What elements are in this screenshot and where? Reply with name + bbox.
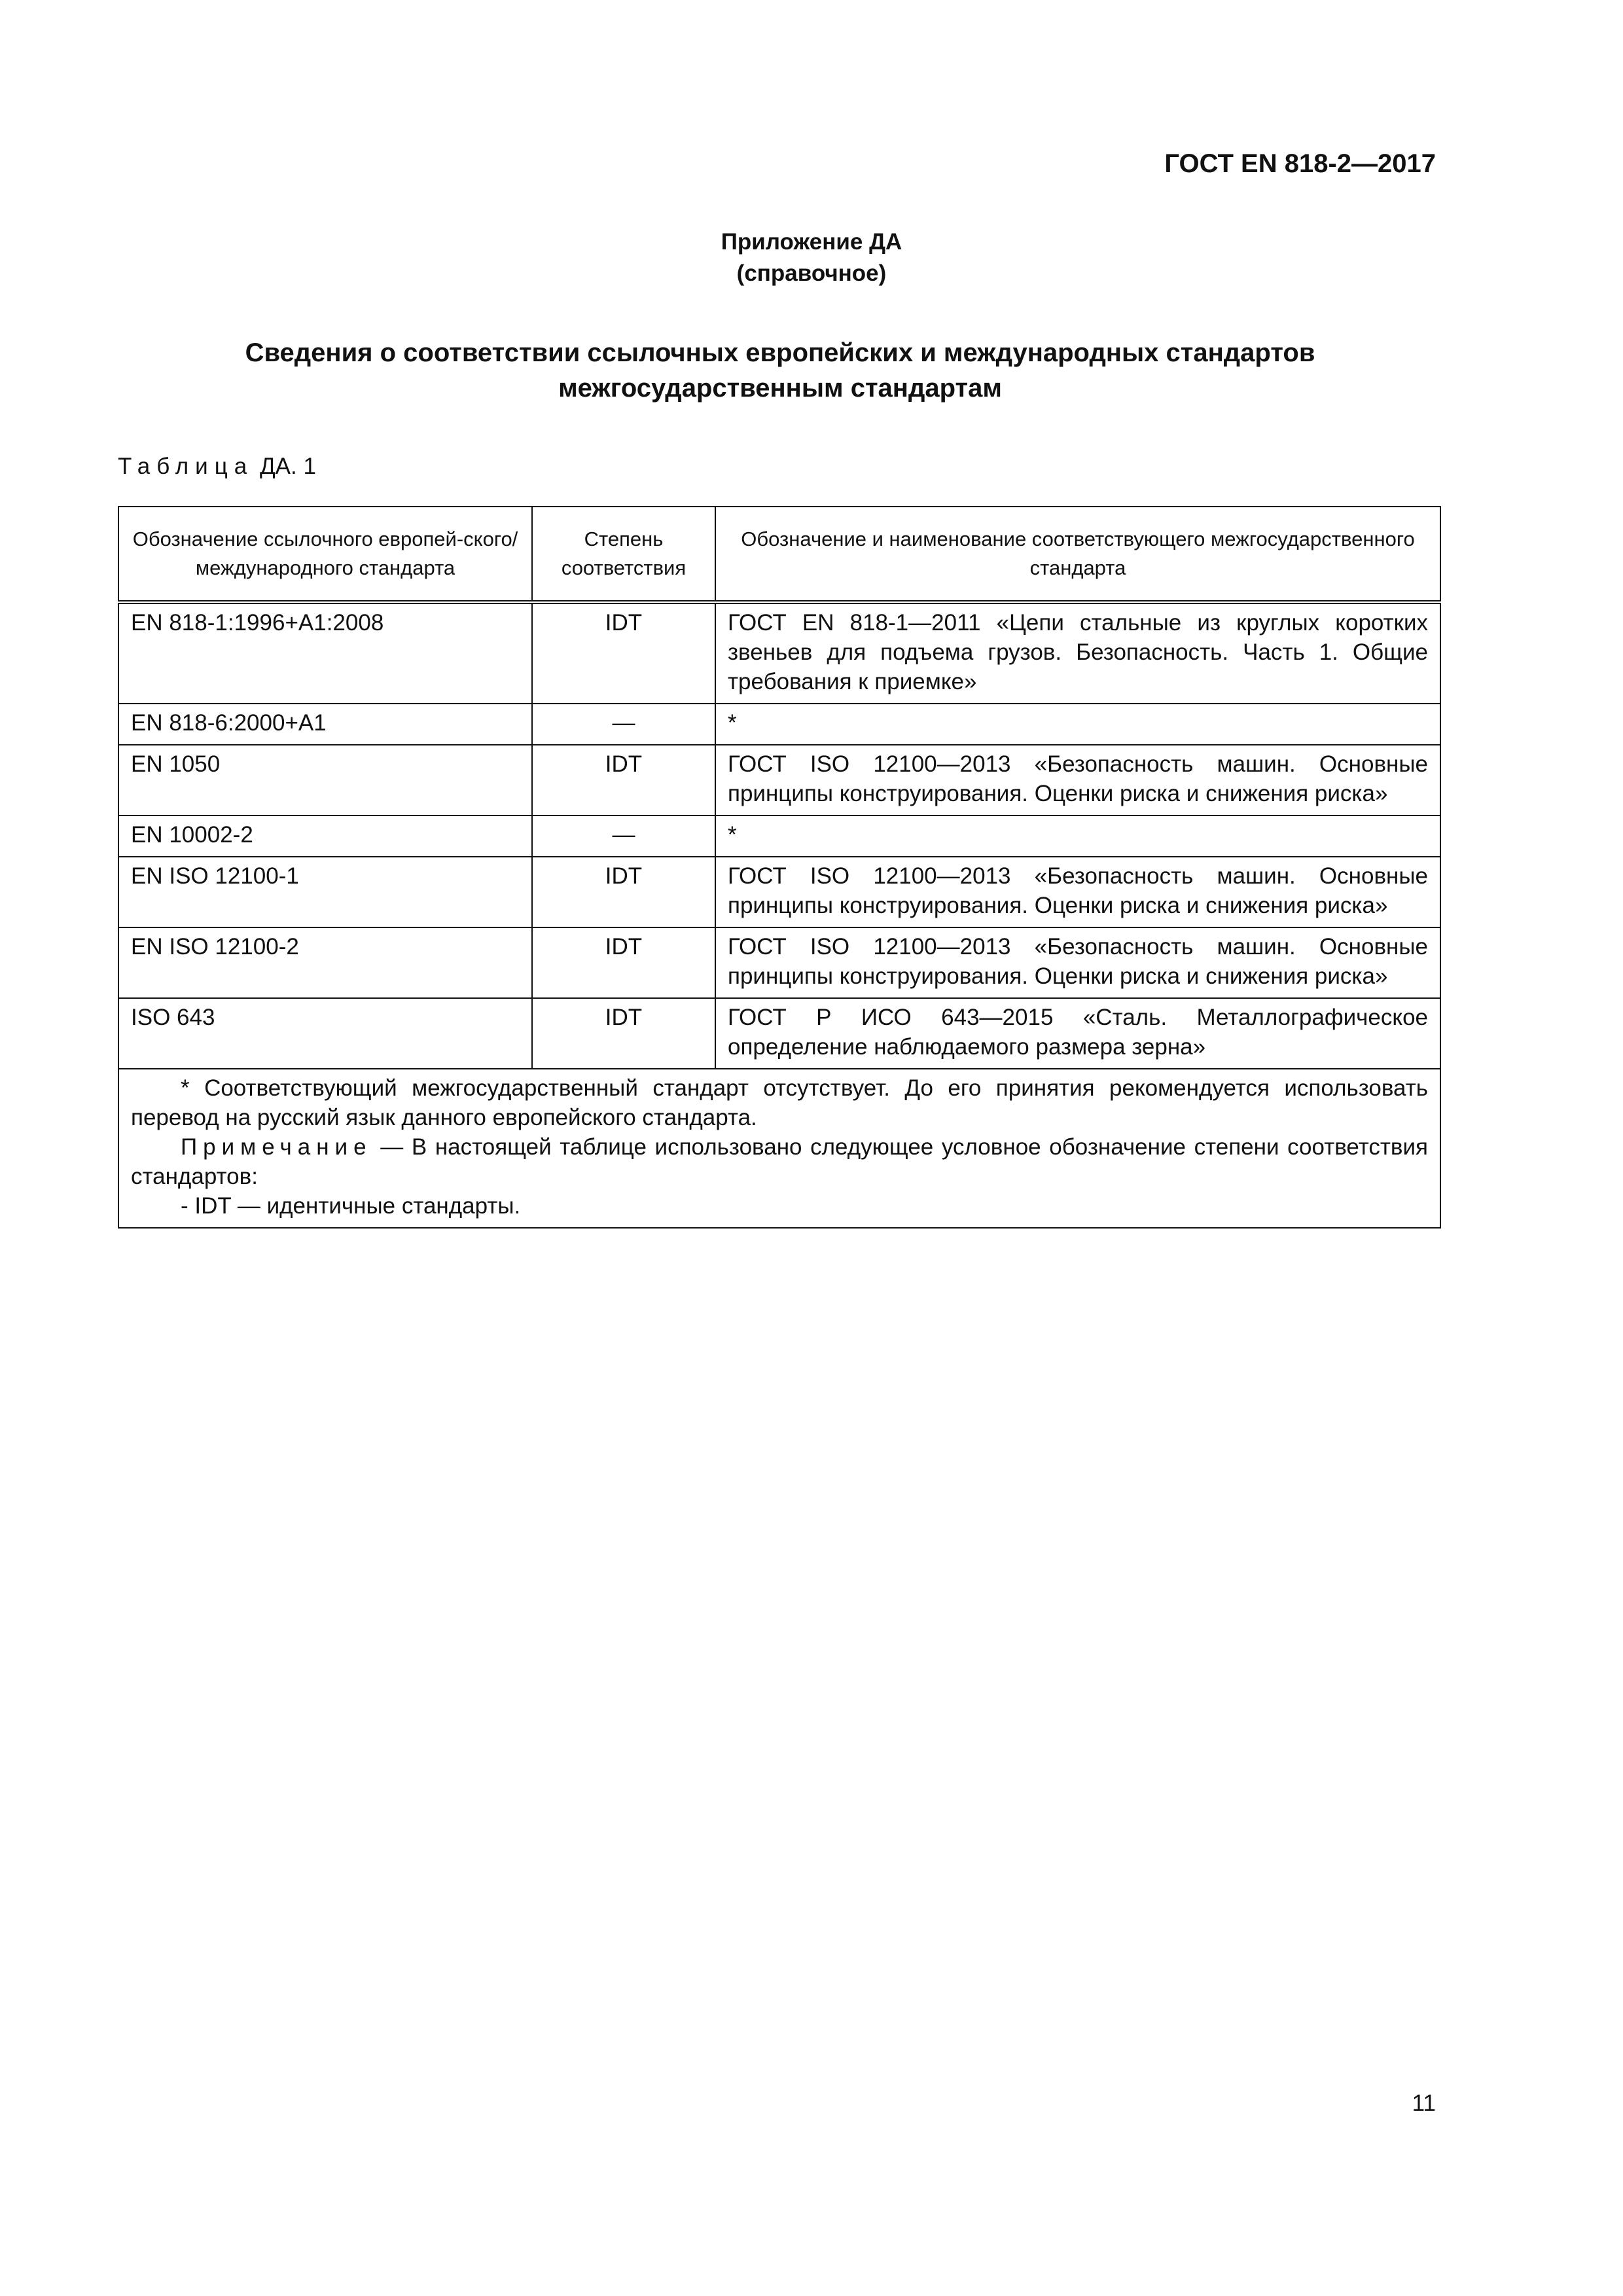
table-row	[118, 704, 1440, 745]
note-word: Примечание	[181, 1134, 372, 1160]
cell-degree: IDT	[532, 927, 715, 998]
cell-interstate-standard: ГОСТ ISO 12100—2013 «Безопасность машин. Основные принципы конструирования. Оценки риска и снижения риска»	[715, 927, 1440, 998]
table-note	[131, 1132, 1428, 1191]
standards-correspondence-table	[118, 506, 1441, 1229]
appendix-title: Приложение ДА	[721, 229, 902, 255]
cell-interstate-standard: *	[715, 816, 1440, 857]
section-heading-line-2: межгосударственным стандартам	[558, 374, 1002, 403]
cell-degree: IDT	[532, 857, 715, 927]
cell-reference-standard: EN 818-6:2000+A1	[118, 704, 532, 745]
table-row	[118, 998, 1440, 1069]
column-header-degree: Степень соответствия	[532, 507, 715, 602]
appendix-subtitle: (справочное)	[736, 260, 887, 286]
table-row	[118, 745, 1440, 816]
cell-reference-standard: EN 818-1:1996+A1:2008	[118, 602, 532, 704]
cell-degree: IDT	[532, 998, 715, 1069]
page-number: 11	[1412, 2090, 1436, 2116]
table-caption	[118, 454, 316, 480]
column-header-interstate-standard: Обозначение и наименование соответствующего межгосударственного стандарта	[715, 507, 1440, 602]
section-heading	[0, 335, 1560, 406]
table-footnote: * Соответствующий межгосударственный стандарт отсутствует. До его принятия рекомендуется использовать перевод на русский язык данного европейского стандарта.	[131, 1075, 1428, 1130]
cell-interstate-standard: *	[715, 704, 1440, 745]
table-header-row	[118, 507, 1440, 602]
table-row	[118, 602, 1440, 704]
cell-reference-standard: ISO 643	[118, 998, 532, 1069]
cell-degree: IDT	[532, 745, 715, 816]
note-text: — В настоящей таблице использовано следующее условное обозначение степени соответствия стандартов:	[131, 1134, 1428, 1189]
table-row	[118, 927, 1440, 998]
cell-reference-standard: EN ISO 12100-2	[118, 927, 532, 998]
table-row	[118, 857, 1440, 927]
column-header-reference-standard: Обозначение ссылочного европей-ского/международного стандарта	[118, 507, 532, 602]
cell-interstate-standard: ГОСТ EN 818-1—2011 «Цепи стальные из круглых коротких звеньев для подъема грузов. Безопасность. Часть 1. Общие требования к приемке»	[715, 602, 1440, 704]
table-caption-word: Таблица	[118, 454, 254, 479]
cell-interstate-standard: ГОСТ Р ИСО 643—2015 «Сталь. Металлографическое определение наблюдаемого размера зерна»	[715, 998, 1440, 1069]
cell-reference-standard: EN ISO 12100-1	[118, 857, 532, 927]
table-caption-number: ДА. 1	[259, 454, 316, 479]
appendix-heading	[0, 226, 1623, 289]
table-notes	[118, 1069, 1440, 1228]
cell-degree: —	[532, 704, 715, 745]
table-footer-row	[118, 1069, 1440, 1228]
cell-reference-standard: EN 1050	[118, 745, 532, 816]
cell-degree: IDT	[532, 602, 715, 704]
note-list-item: - IDT — идентичные стандарты.	[181, 1193, 521, 1219]
cell-interstate-standard: ГОСТ ISO 12100—2013 «Безопасность машин. Основные принципы конструирования. Оценки риска и снижения риска»	[715, 857, 1440, 927]
section-heading-line-1: Сведения о соответствии ссылочных европейских и международных стандартов	[245, 338, 1315, 367]
cell-reference-standard: EN 10002-2	[118, 816, 532, 857]
cell-degree: —	[532, 816, 715, 857]
table-row	[118, 816, 1440, 857]
document-code: ГОСТ EN 818-2—2017	[1164, 149, 1436, 178]
cell-interstate-standard: ГОСТ ISO 12100—2013 «Безопасность машин. Основные принципы конструирования. Оценки риска и снижения риска»	[715, 745, 1440, 816]
